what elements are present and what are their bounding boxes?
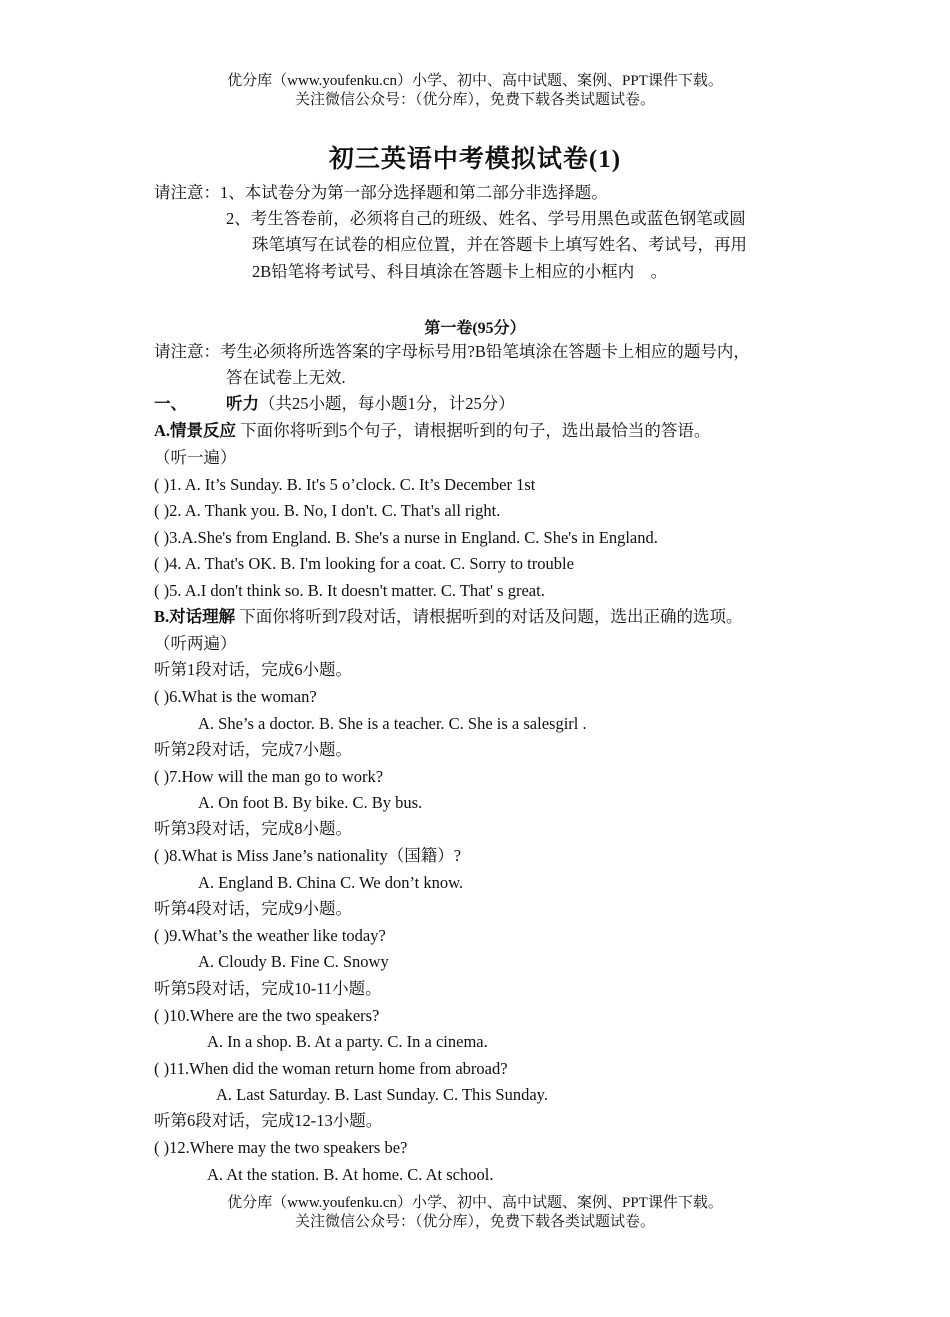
question-a-2: ( )2. A. Thank you. B. No, I don't. C. That's all right. [154, 501, 501, 520]
question-b-6: ( )6.What is the woman? [154, 687, 317, 706]
notice-item-1: 1、本试卷分为第一部分选择题和第二部分非选择题。 [220, 183, 608, 202]
notice-item-2a: 2、考生答卷前，必须将自己的班级、姓名、学号用黑色或蓝色钢笔或圆 [226, 209, 746, 228]
options-b-6: A. She’s a doctor. B. She is a teacher. C. She is a salesgirl . [198, 714, 587, 733]
part1-notice-a: 请注意：考生必须将所选答案的字母标号用?B铅笔填涂在答题卡上相应的题号内， [154, 342, 750, 361]
footer-line-1: 优分库（www.youfenku.cn）小学、初中、高中试题、案例、PPT课件下载。 [227, 1195, 723, 1211]
section-number: 一、 [154, 394, 187, 413]
section-a-note: （听一遍） [154, 448, 237, 467]
dialog-intro-5: 听第5段对话，完成10-11小题。 [154, 979, 382, 998]
section-heading [154, 393, 515, 415]
section-desc: （共25小题，每小题1分，计25分） [259, 394, 515, 413]
dialog-intro-3: 听第3段对话，完成8小题。 [154, 819, 352, 838]
part1-heading: 第一卷(95分） [424, 320, 526, 337]
options-b-12: A. At the station. B. At home. C. At school. [207, 1165, 494, 1184]
question-b-11: ( )11.When did the woman return home from abroad? [154, 1059, 508, 1078]
question-b-10: ( )10.Where are the two speakers? [154, 1006, 380, 1025]
question-b-9: ( )9.What’s the weather like today? [154, 926, 386, 945]
options-b-7: A. On foot B. By bike. C. By bus. [198, 793, 423, 812]
question-a-1: ( )1. A. It’s Sunday. B. It's 5 o’clock. C. It’s December 1st [154, 475, 536, 494]
section-a-heading [154, 420, 710, 442]
question-b-7: ( )7.How will the man go to work? [154, 767, 384, 786]
options-b-8: A. England B. China C. We don’t know. [198, 873, 464, 892]
question-a-3: ( )3.A.She's from England. B. She's a nurse in England. C. She's in England. [154, 528, 658, 547]
header-line-2: 关注微信公众号：（优分库），免费下载各类试题试卷。 [294, 92, 655, 108]
section-b-desc: 下面你将听到7段对话，请根据听到的对话及问题，选出正确的选项。 [235, 607, 743, 626]
footer-line-2: 关注微信公众号：（优分库），免费下载各类试题试卷。 [294, 1214, 655, 1230]
question-a-5: ( )5. A.I don't think so. B. It doesn't matter. C. That' s great. [154, 581, 545, 600]
question-b-8: ( )8.What is Miss Jane’s nationality（国籍）? [154, 846, 462, 865]
section-a-desc: 下面你将听到5个句子，请根据听到的句子，选出最恰当的答语。 [236, 421, 711, 440]
part1-notice-b: 答在试卷上无效. [226, 368, 346, 387]
question-b-12: ( )12.Where may the two speakers be? [154, 1138, 408, 1157]
header-line-1: 优分库（www.youfenku.cn）小学、初中、高中试题、案例、PPT课件下载。 [227, 73, 723, 89]
notice-item-2c: 2B铅笔将考试号、科目填涂在答题卡上相应的小框内 。 [252, 262, 668, 281]
dialog-intro-1: 听第1段对话，完成6小题。 [154, 660, 352, 679]
dialog-intro-4: 听第4段对话，完成9小题。 [154, 899, 352, 918]
question-a-4: ( )4. A. That's OK. B. I'm looking for a coat. C. Sorry to trouble [154, 554, 574, 573]
section-title: 听力 [226, 394, 259, 413]
notice-line-1 [154, 182, 608, 204]
section-b-label: B.对话理解 [154, 607, 236, 626]
page-title: 初三英语中考模拟试卷(1) [328, 146, 622, 173]
section-b-heading [154, 606, 743, 628]
section-b-note: （听两遍） [154, 634, 237, 653]
dialog-intro-6: 听第6段对话，完成12-13小题。 [154, 1111, 383, 1130]
options-b-9: A. Cloudy B. Fine C. Snowy [198, 952, 389, 971]
notice-item-2b: 珠笔填写在试卷的相应位置，并在答题卡上填写姓名、考试号，再用 [252, 235, 747, 254]
dialog-intro-2: 听第2段对话，完成7小题。 [154, 740, 352, 759]
section-a-label: A.情景反应 [154, 421, 237, 440]
options-b-11: A. Last Saturday. B. Last Sunday. C. This Sunday. [216, 1085, 548, 1104]
notice-label: 请注意： [154, 183, 220, 202]
options-b-10: A. In a shop. B. At a party. C. In a cinema. [207, 1032, 488, 1051]
